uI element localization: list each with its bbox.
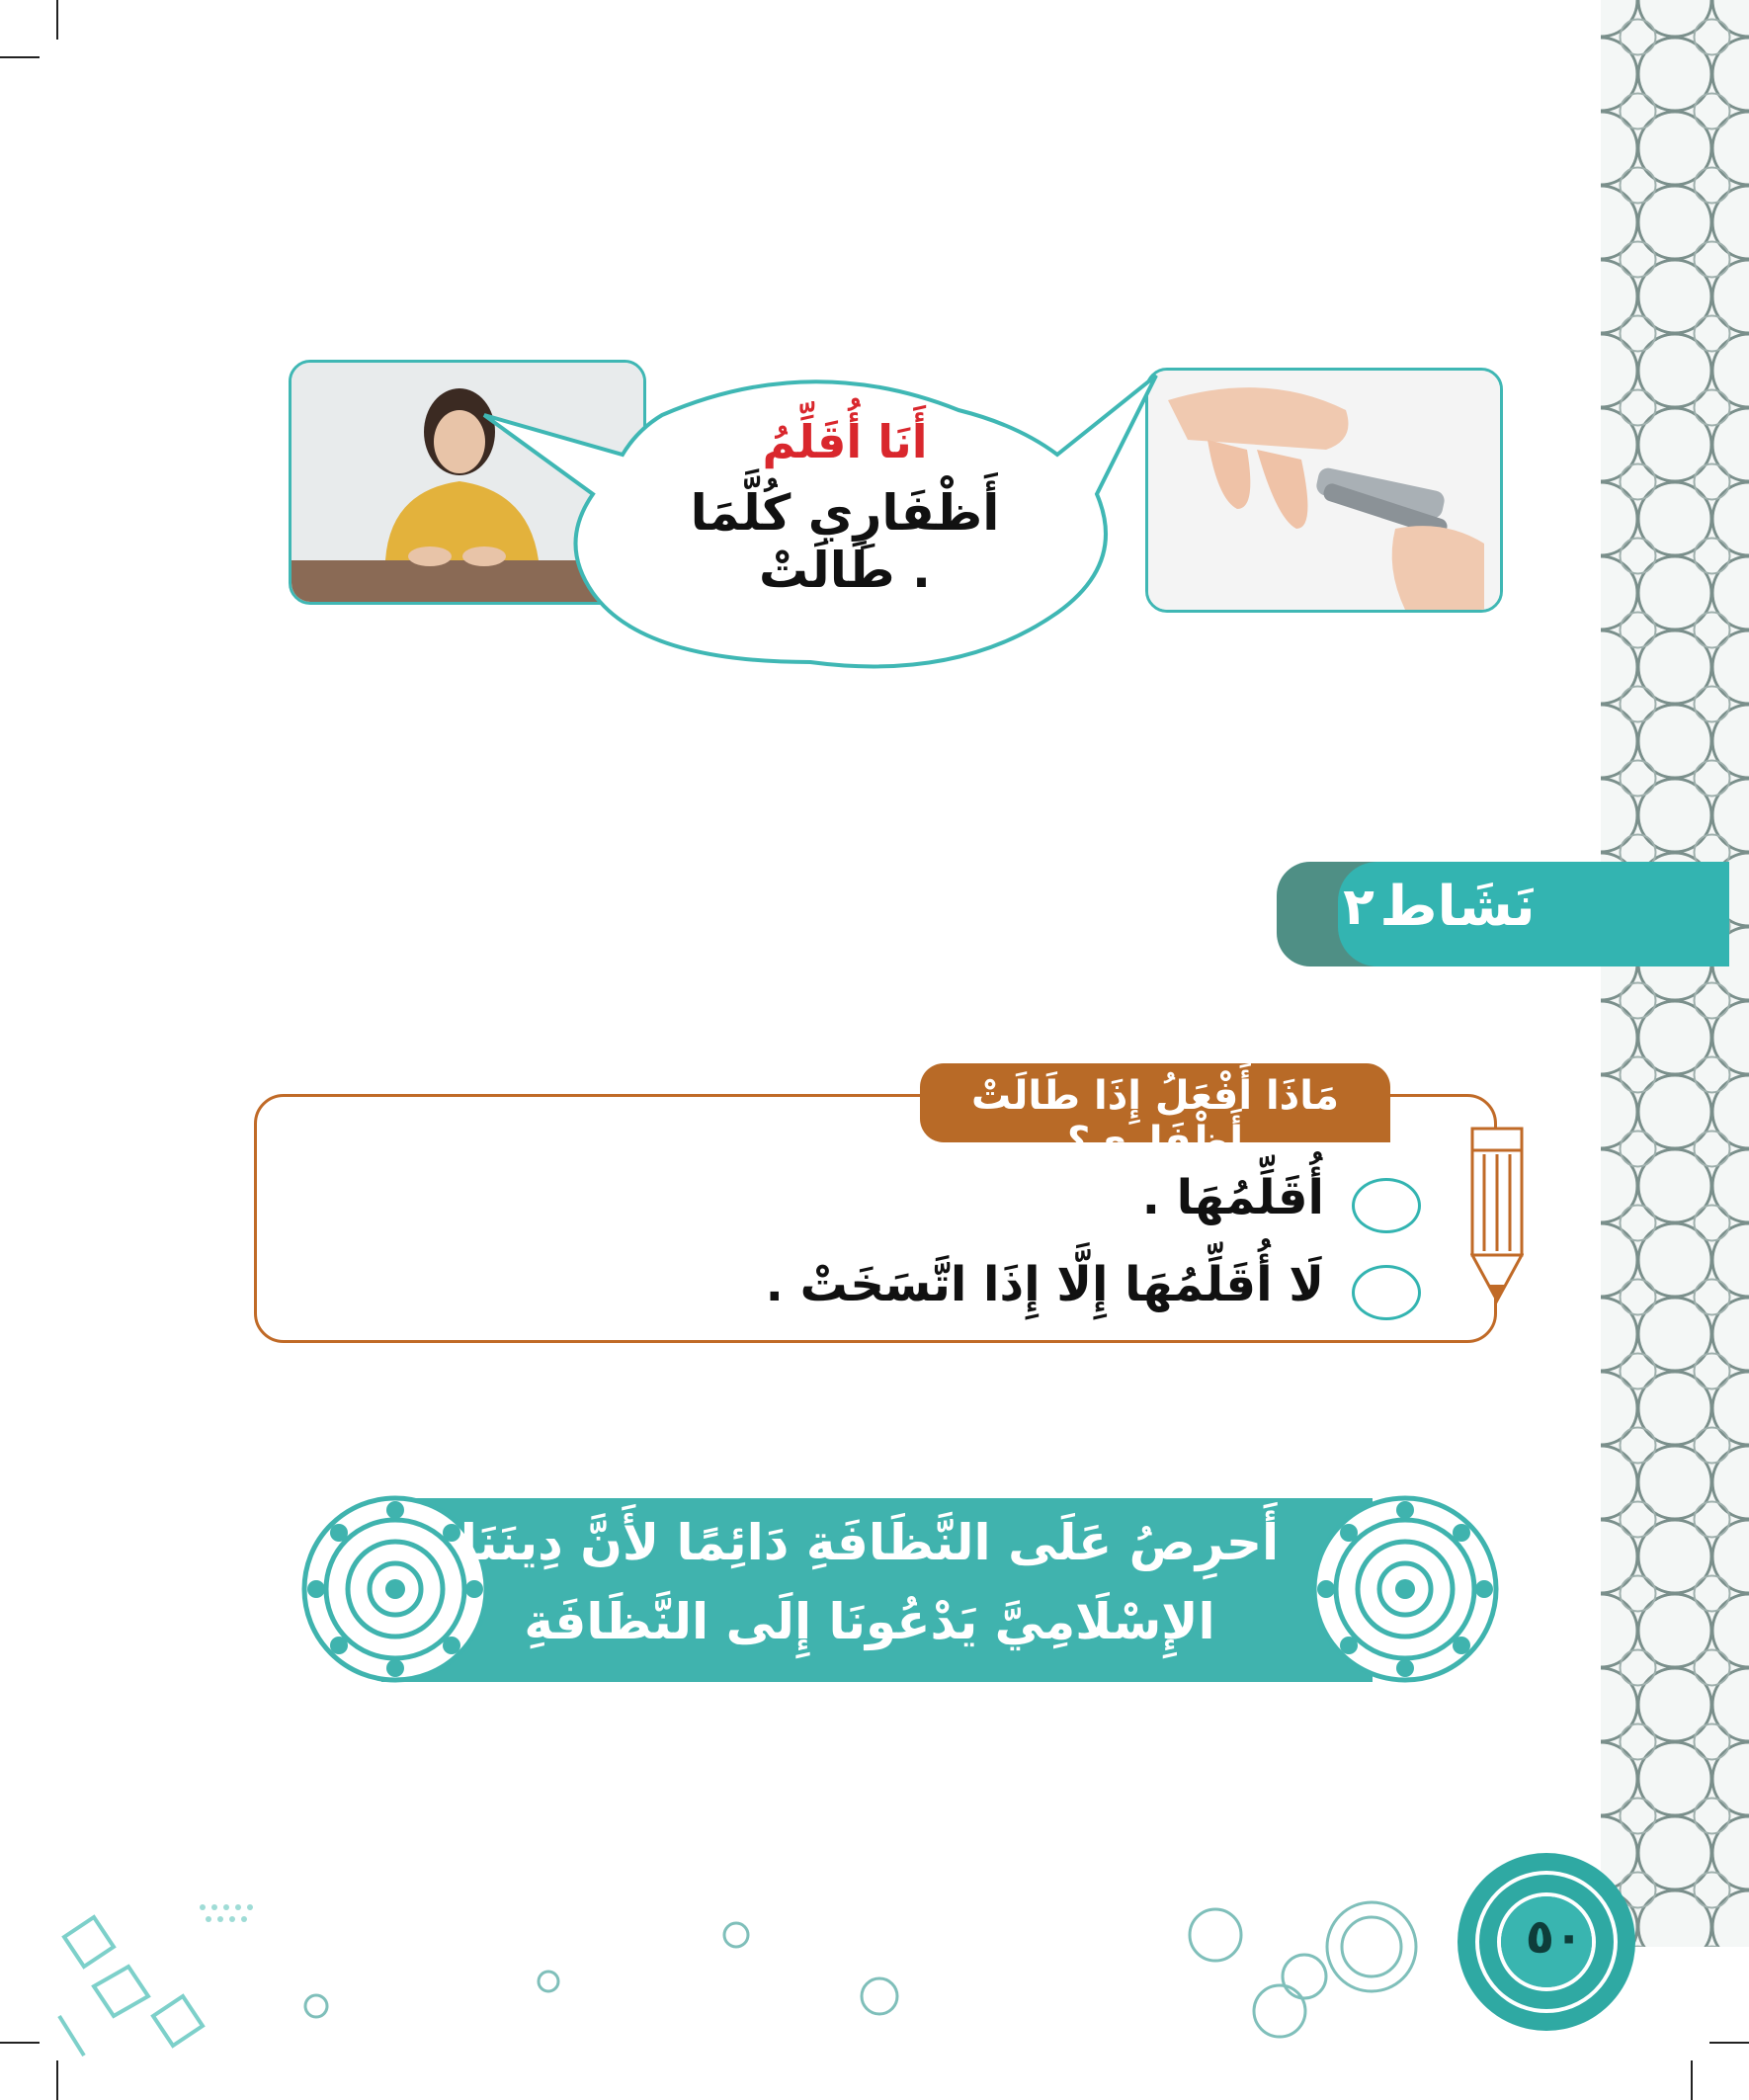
option-1-checkbox[interactable] <box>1352 1178 1421 1233</box>
bottom-rosettes <box>277 1848 1640 2056</box>
crop-mark <box>1709 2042 1749 2044</box>
option-2-label: لَا أُقَلِّمُهَا إِلَّا إِذَا اتَّسَخَتْ . <box>765 1257 1324 1312</box>
ministry-logo <box>54 1897 282 2065</box>
option-1-label: أُقَلِّمُهَا . <box>1141 1170 1324 1225</box>
pencil-icon <box>1470 1127 1524 1304</box>
option-2-checkbox[interactable] <box>1352 1265 1421 1320</box>
bubble-line-1: أَنَا أُقَلِّمُ <box>762 415 928 468</box>
page-number: ٥٠ <box>1525 1909 1584 1965</box>
crop-mark <box>56 2060 58 2100</box>
banner-line-2: الإِسْلَامِيَّ يَدْعُونَا إِلَى النَّظَافَةِ <box>524 1593 1215 1650</box>
activity-label: نَشَاط <box>1379 875 1536 939</box>
question-text: مَاذَا أَفْعَلُ إِذَا طَالَتْ أَظْفَارِي؟ <box>971 1073 1339 1164</box>
crop-mark <box>0 56 40 58</box>
activity-number: ٢ <box>1343 878 1374 937</box>
photo-nail-clipper <box>1145 368 1503 613</box>
crop-mark <box>0 2042 40 2044</box>
crop-mark <box>1691 2060 1693 2100</box>
crop-mark <box>56 0 58 40</box>
bubble-line-2: أَظْفَارِي كُلَّمَا طَالَتْ . <box>690 484 1000 599</box>
banner-line-1: أَحرِصُ عَلَى النَّظَافَةِ دَائِمًا لأَنَّ دِينَنَا <box>459 1514 1280 1571</box>
rosette-ornament-right <box>1306 1490 1504 1688</box>
decorative-side-pattern <box>1601 0 1749 1947</box>
